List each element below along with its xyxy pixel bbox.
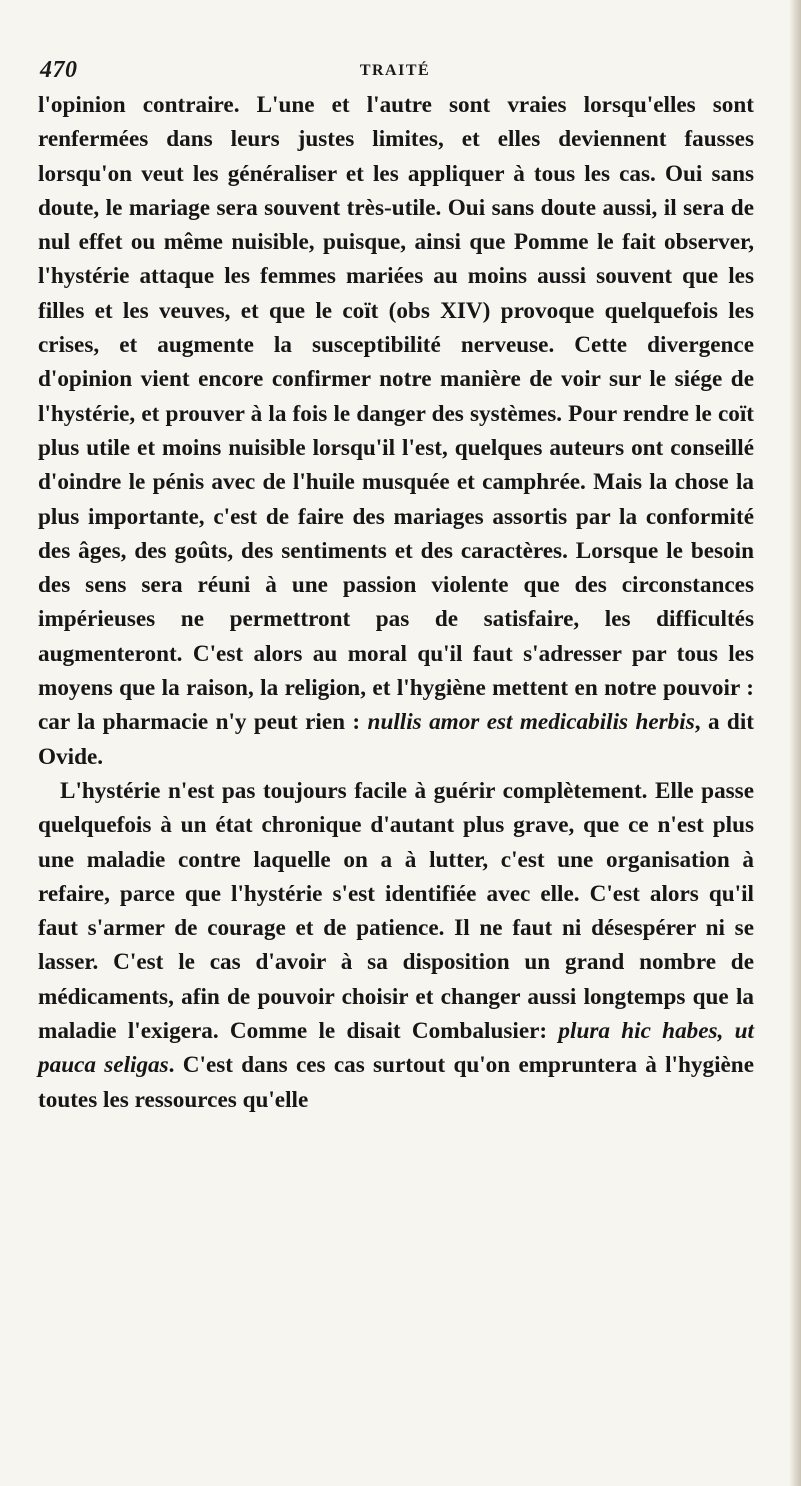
text-segment: L'hystérie n'est pas toujours facile à guérir complètement. Elle passe quelquefois à un état chronique d'autant plus grave, que ce n'est plus une maladie contre laquelle on a à lutter, c'est une organisation à refaire, parce que l'hystérie s'est identifiée avec elle. C'est alors qu'il faut s'armer de courage et de patience. Il ne faut ni désespérer ni se lasser. C'est le cas d'avoir à sa disposition un grand nombre de médicaments, afin de pouvoir choisir et changer aussi longtemps que la maladie l'exigera. Comme le disait Combalusier: — [38, 777, 754, 1045]
paragraph — [38, 774, 754, 1117]
page-number: 470 — [40, 57, 78, 83]
body-text — [38, 88, 754, 1117]
paragraph — [38, 88, 754, 774]
latin-quote: plura hic habes, ut pauca seligas — [38, 1018, 754, 1079]
text-segment: l'opinion contraire. L'une et l'autre sont vraies lorsqu'elles sont renfermées dans leurs justes limites, et elles deviennent fausses lorsqu'on veut les généraliser et les appliquer à tous les cas. Oui sans doute, le mariage sera souvent très-utile. Oui sans doute aussi, il sera de nul effet ou même nuisible, puisque, ainsi que Pomme le fait observer, l'hystérie attaque les femmes mariées au moins aussi souvent que les filles et les veuves, et que le coït (obs XIV) provoque quelquefois les crises, et augmente la susceptibilité nerveuse. Cette divergence d'opinion vient encore confirmer notre manière de voir sur le siége de l'hystérie, et prouver à la fois le danger des systèmes. Pour rendre le coït plus utile et moins nuisible lorsqu'il l'est, quelques auteurs ont conseillé d'oindre le pénis avec de l'huile musquée et camphrée. Mais la chose la plus importante, c'est de faire des mariages assortis par la conformité des âges, des goûts, des sentiments et des caractères. Lorsque le besoin des sens sera réuni à une passion violente que des circonstances impérieuses ne permettront pas de satisfaire, les difficultés augmenteront. C'est alors au moral qu'il faut s'adresser par tous les moyens que la raison, la religion, et l'hygiène mettent en notre pouvoir : car la pharmacie n'y peut rien : — [38, 92, 754, 736]
page-header — [40, 57, 750, 85]
latin-quote: nullis amor est medicabilis herbis — [367, 709, 695, 736]
running-title: TRAITÉ — [359, 62, 431, 79]
text-segment: , a dit Ovide. — [38, 709, 754, 770]
text-segment: . C'est dans ces cas surtout qu'on empruntera à l'hygiène toutes les ressources qu'elle — [38, 1052, 754, 1113]
page-edge-shadow — [789, 0, 801, 1486]
